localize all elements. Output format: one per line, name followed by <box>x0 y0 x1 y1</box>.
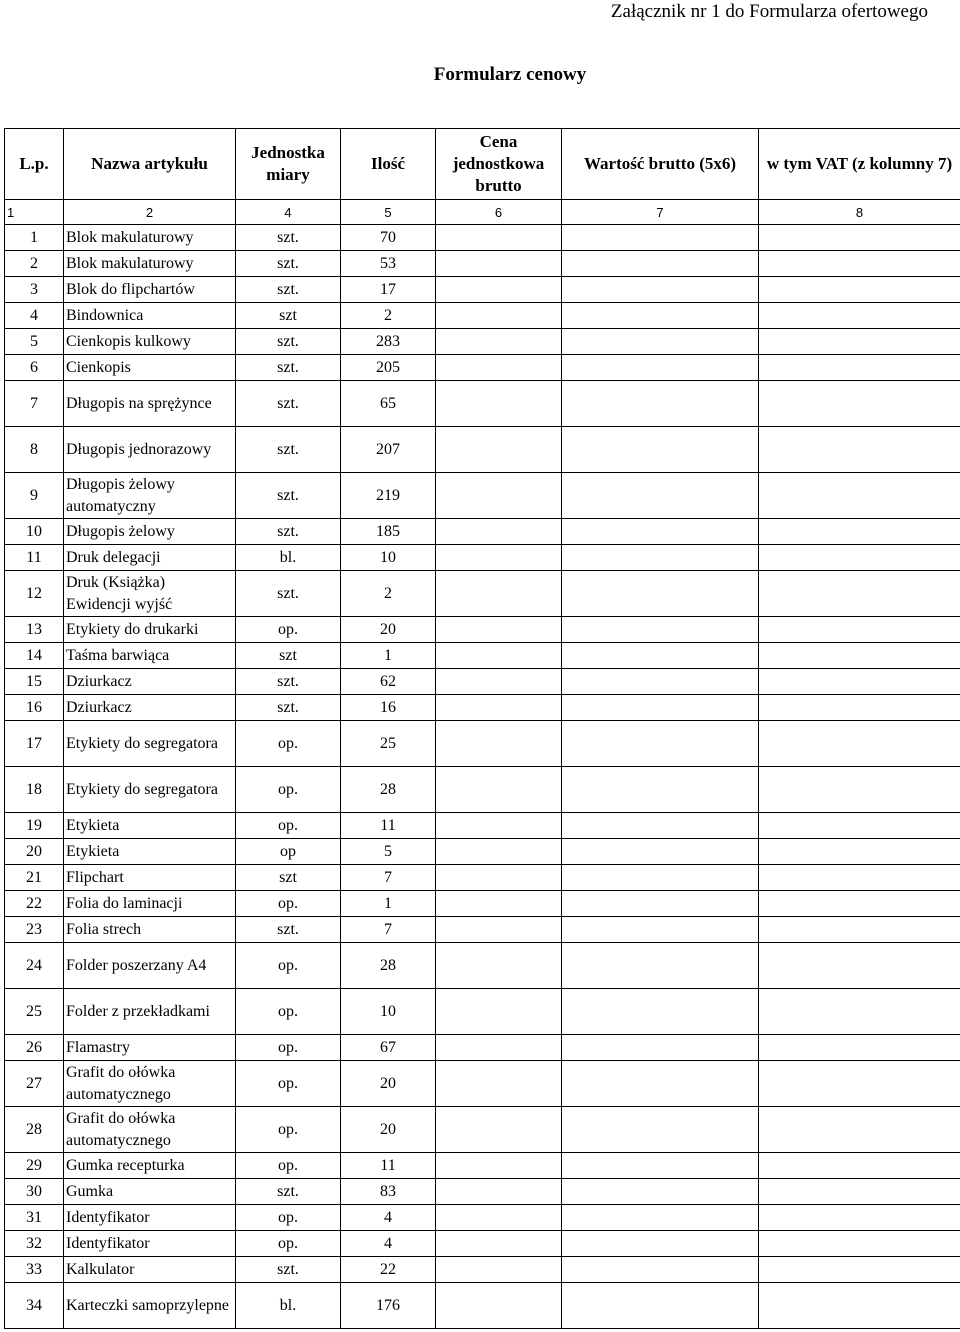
cell-gross-value <box>562 1107 759 1153</box>
cell-qty: 2 <box>341 571 436 617</box>
cell-qty: 205 <box>341 355 436 381</box>
cell-name: Cienkopis <box>64 355 236 381</box>
cell-gross-value <box>562 643 759 669</box>
cell-name: Folia strech <box>64 917 236 943</box>
cell-qty: 83 <box>341 1179 436 1205</box>
table-row <box>5 277 960 303</box>
cell-gross-value <box>562 225 759 251</box>
cell-gross-value <box>562 329 759 355</box>
cell-vat <box>759 251 960 277</box>
cell-unit-price <box>436 917 562 943</box>
cell-vat <box>759 519 960 545</box>
cell-qty: 62 <box>341 669 436 695</box>
cell-unit-price <box>436 1231 562 1257</box>
cell-qty: 176 <box>341 1283 436 1329</box>
cell-unit: szt. <box>236 519 341 545</box>
cell-lp: 3 <box>5 277 64 303</box>
cell-lp: 32 <box>5 1231 64 1257</box>
cell-gross-value <box>562 473 759 519</box>
cell-name: Etykiety do segregatora <box>64 721 236 767</box>
cell-gross-value <box>562 1153 759 1179</box>
cell-qty: 10 <box>341 989 436 1035</box>
cell-vat <box>759 917 960 943</box>
cell-unit: szt <box>236 303 341 329</box>
cell-lp: 20 <box>5 839 64 865</box>
cell-qty: 20 <box>341 1107 436 1153</box>
cell-vat <box>759 1061 960 1107</box>
column-number: 1 <box>5 200 64 225</box>
table-row <box>5 329 960 355</box>
cell-vat <box>759 355 960 381</box>
cell-gross-value <box>562 1061 759 1107</box>
cell-name: Gumka <box>64 1179 236 1205</box>
table-row <box>5 303 960 329</box>
cell-gross-value <box>562 1205 759 1231</box>
column-number: 2 <box>64 200 236 225</box>
cell-unit-price <box>436 943 562 989</box>
cell-unit: szt <box>236 643 341 669</box>
table-row <box>5 1179 960 1205</box>
cell-unit-price <box>436 519 562 545</box>
cell-gross-value <box>562 251 759 277</box>
cell-lp: 12 <box>5 571 64 617</box>
cell-unit: szt. <box>236 355 341 381</box>
table-row <box>5 943 960 989</box>
cell-unit: op. <box>236 767 341 813</box>
table-row <box>5 225 960 251</box>
cell-name: Długopis na sprężynce <box>64 381 236 427</box>
cell-unit: op. <box>236 1153 341 1179</box>
cell-unit-price <box>436 617 562 643</box>
cell-unit-price <box>436 329 562 355</box>
table-row <box>5 865 960 891</box>
cell-gross-value <box>562 839 759 865</box>
cell-gross-value <box>562 519 759 545</box>
table-body <box>5 225 960 1329</box>
cell-qty: 1 <box>341 643 436 669</box>
cell-lp: 6 <box>5 355 64 381</box>
cell-lp: 33 <box>5 1257 64 1283</box>
cell-name: Identyfikator <box>64 1205 236 1231</box>
cell-unit: szt. <box>236 381 341 427</box>
cell-unit: szt. <box>236 917 341 943</box>
column-header-name: Nazwa artykułu <box>64 129 236 200</box>
cell-qty: 70 <box>341 225 436 251</box>
cell-qty: 11 <box>341 813 436 839</box>
cell-name: Blok makulaturowy <box>64 251 236 277</box>
table-row <box>5 1231 960 1257</box>
table-row <box>5 917 960 943</box>
cell-unit: op. <box>236 1231 341 1257</box>
attachment-note: Załącznik nr 1 do Formularza ofertowego <box>610 1 928 22</box>
table-row <box>5 427 960 473</box>
cell-name: Długopis jednorazowy <box>64 427 236 473</box>
cell-vat <box>759 695 960 721</box>
cell-unit-price <box>436 643 562 669</box>
cell-name: Bindownica <box>64 303 236 329</box>
cell-vat <box>759 381 960 427</box>
cell-unit-price <box>436 251 562 277</box>
cell-gross-value <box>562 1257 759 1283</box>
cell-name: Etykiety do drukarki <box>64 617 236 643</box>
table-row <box>5 381 960 427</box>
cell-qty: 283 <box>341 329 436 355</box>
cell-lp: 10 <box>5 519 64 545</box>
cell-unit-price <box>436 1257 562 1283</box>
table-row <box>5 473 960 519</box>
cell-lp: 29 <box>5 1153 64 1179</box>
cell-lp: 31 <box>5 1205 64 1231</box>
cell-gross-value <box>562 1283 759 1329</box>
cell-name: Flamastry <box>64 1035 236 1061</box>
table-row <box>5 545 960 571</box>
column-number-row <box>5 200 960 225</box>
cell-gross-value <box>562 277 759 303</box>
cell-unit-price <box>436 865 562 891</box>
cell-name: Dziurkacz <box>64 669 236 695</box>
cell-name: Folia do laminacji <box>64 891 236 917</box>
cell-unit-price <box>436 303 562 329</box>
cell-lp: 28 <box>5 1107 64 1153</box>
cell-vat <box>759 767 960 813</box>
page-title: Formularz cenowy <box>433 64 587 85</box>
cell-lp: 13 <box>5 617 64 643</box>
cell-vat <box>759 1107 960 1153</box>
cell-unit: szt. <box>236 427 341 473</box>
cell-lp: 5 <box>5 329 64 355</box>
cell-vat <box>759 839 960 865</box>
price-table <box>4 128 960 1329</box>
cell-lp: 30 <box>5 1179 64 1205</box>
cell-unit-price <box>436 355 562 381</box>
cell-qty: 7 <box>341 865 436 891</box>
column-header-lp: L.p. <box>5 129 64 200</box>
table-row <box>5 355 960 381</box>
cell-unit-price <box>436 1283 562 1329</box>
cell-gross-value <box>562 721 759 767</box>
cell-unit: op. <box>236 1205 341 1231</box>
table-row <box>5 643 960 669</box>
column-number: 6 <box>436 200 562 225</box>
cell-gross-value <box>562 355 759 381</box>
cell-gross-value <box>562 943 759 989</box>
cell-qty: 16 <box>341 695 436 721</box>
cell-name: Długopis żelowy automatyczny <box>64 473 236 519</box>
cell-lp: 7 <box>5 381 64 427</box>
column-number: 7 <box>562 200 759 225</box>
cell-vat <box>759 571 960 617</box>
cell-name: Etykieta <box>64 813 236 839</box>
table-row <box>5 1153 960 1179</box>
cell-qty: 219 <box>341 473 436 519</box>
cell-vat <box>759 1035 960 1061</box>
cell-unit: op <box>236 839 341 865</box>
cell-qty: 207 <box>341 427 436 473</box>
cell-vat <box>759 1179 960 1205</box>
cell-unit-price <box>436 767 562 813</box>
cell-name: Cienkopis kulkowy <box>64 329 236 355</box>
table-row <box>5 1061 960 1107</box>
cell-unit-price <box>436 545 562 571</box>
cell-unit: op. <box>236 1107 341 1153</box>
cell-qty: 17 <box>341 277 436 303</box>
cell-unit: szt. <box>236 225 341 251</box>
cell-vat <box>759 1283 960 1329</box>
cell-unit: szt. <box>236 251 341 277</box>
cell-unit-price <box>436 989 562 1035</box>
cell-vat <box>759 277 960 303</box>
cell-name: Dziurkacz <box>64 695 236 721</box>
cell-qty: 5 <box>341 839 436 865</box>
cell-lp: 18 <box>5 767 64 813</box>
cell-name: Kalkulator <box>64 1257 236 1283</box>
cell-lp: 27 <box>5 1061 64 1107</box>
cell-unit: op. <box>236 989 341 1035</box>
column-number: 4 <box>236 200 341 225</box>
cell-unit: op. <box>236 813 341 839</box>
cell-qty: 7 <box>341 917 436 943</box>
cell-lp: 24 <box>5 943 64 989</box>
table-row <box>5 519 960 545</box>
table-row <box>5 1035 960 1061</box>
header-row <box>5 129 960 200</box>
cell-lp: 9 <box>5 473 64 519</box>
table-row <box>5 721 960 767</box>
cell-unit: szt. <box>236 669 341 695</box>
table-row <box>5 813 960 839</box>
table-row <box>5 891 960 917</box>
cell-qty: 67 <box>341 1035 436 1061</box>
cell-unit-price <box>436 225 562 251</box>
cell-gross-value <box>562 303 759 329</box>
cell-vat <box>759 989 960 1035</box>
cell-lp: 4 <box>5 303 64 329</box>
cell-vat <box>759 1153 960 1179</box>
cell-name: Grafit do ołówka automatycznego <box>64 1107 236 1153</box>
cell-unit: op. <box>236 1061 341 1107</box>
cell-lp: 21 <box>5 865 64 891</box>
cell-qty: 65 <box>341 381 436 427</box>
cell-gross-value <box>562 669 759 695</box>
cell-vat <box>759 225 960 251</box>
cell-name: Druk delegacji <box>64 545 236 571</box>
cell-unit: szt <box>236 865 341 891</box>
cell-name: Karteczki samoprzylepne <box>64 1283 236 1329</box>
cell-name: Folder poszerzany A4 <box>64 943 236 989</box>
table-row <box>5 617 960 643</box>
column-header-gross-value: Wartość brutto (5x6) <box>562 129 759 200</box>
column-header-unit-price: Cena jednostkowa brutto <box>436 129 562 200</box>
cell-qty: 4 <box>341 1231 436 1257</box>
column-number: 5 <box>341 200 436 225</box>
cell-unit-price <box>436 669 562 695</box>
cell-unit-price <box>436 721 562 767</box>
cell-gross-value <box>562 865 759 891</box>
cell-unit-price <box>436 1179 562 1205</box>
cell-unit: szt. <box>236 473 341 519</box>
cell-qty: 4 <box>341 1205 436 1231</box>
cell-unit: szt. <box>236 695 341 721</box>
cell-unit: op. <box>236 617 341 643</box>
cell-gross-value <box>562 891 759 917</box>
column-header-unit: Jednostka miary <box>236 129 341 200</box>
cell-lp: 34 <box>5 1283 64 1329</box>
cell-gross-value <box>562 545 759 571</box>
cell-gross-value <box>562 767 759 813</box>
cell-qty: 20 <box>341 617 436 643</box>
cell-unit: op. <box>236 943 341 989</box>
cell-unit-price <box>436 891 562 917</box>
cell-unit: szt. <box>236 1179 341 1205</box>
cell-vat <box>759 813 960 839</box>
cell-unit: szt. <box>236 1257 341 1283</box>
cell-lp: 23 <box>5 917 64 943</box>
cell-qty: 185 <box>341 519 436 545</box>
cell-gross-value <box>562 695 759 721</box>
cell-lp: 17 <box>5 721 64 767</box>
cell-unit-price <box>436 571 562 617</box>
cell-unit-price <box>436 813 562 839</box>
cell-unit-price <box>436 1061 562 1107</box>
cell-qty: 53 <box>341 251 436 277</box>
table-row <box>5 1205 960 1231</box>
cell-name: Taśma barwiąca <box>64 643 236 669</box>
table-row <box>5 989 960 1035</box>
cell-unit-price <box>436 1205 562 1231</box>
cell-name: Blok makulaturowy <box>64 225 236 251</box>
cell-qty: 28 <box>341 943 436 989</box>
cell-qty: 25 <box>341 721 436 767</box>
cell-unit-price <box>436 695 562 721</box>
cell-unit: szt. <box>236 277 341 303</box>
cell-unit: szt. <box>236 329 341 355</box>
cell-lp: 8 <box>5 427 64 473</box>
cell-unit: bl. <box>236 545 341 571</box>
cell-lp: 19 <box>5 813 64 839</box>
cell-lp: 1 <box>5 225 64 251</box>
cell-unit-price <box>436 1035 562 1061</box>
cell-gross-value <box>562 989 759 1035</box>
cell-lp: 11 <box>5 545 64 571</box>
cell-lp: 14 <box>5 643 64 669</box>
table-row <box>5 571 960 617</box>
cell-name: Etykiety do segregatora <box>64 767 236 813</box>
cell-qty: 28 <box>341 767 436 813</box>
cell-qty: 20 <box>341 1061 436 1107</box>
cell-name: Blok do flipchartów <box>64 277 236 303</box>
cell-unit-price <box>436 427 562 473</box>
cell-gross-value <box>562 1179 759 1205</box>
cell-vat <box>759 303 960 329</box>
cell-vat <box>759 721 960 767</box>
cell-name: Grafit do ołówka automatycznego <box>64 1061 236 1107</box>
cell-vat <box>759 865 960 891</box>
cell-lp: 22 <box>5 891 64 917</box>
cell-qty: 1 <box>341 891 436 917</box>
cell-name: Identyfikator <box>64 1231 236 1257</box>
cell-vat <box>759 643 960 669</box>
cell-vat <box>759 617 960 643</box>
cell-unit: szt. <box>236 571 341 617</box>
table-row <box>5 251 960 277</box>
cell-unit: bl. <box>236 1283 341 1329</box>
cell-name: Etykieta <box>64 839 236 865</box>
table-row <box>5 767 960 813</box>
cell-vat <box>759 943 960 989</box>
cell-vat <box>759 1205 960 1231</box>
cell-unit-price <box>436 1107 562 1153</box>
cell-vat <box>759 473 960 519</box>
column-number: 8 <box>759 200 960 225</box>
cell-vat <box>759 1257 960 1283</box>
column-header-vat: w tym VAT (z kolumny 7) <box>759 129 960 200</box>
table-row <box>5 1283 960 1329</box>
cell-unit-price <box>436 473 562 519</box>
table-row <box>5 1107 960 1153</box>
cell-gross-value <box>562 427 759 473</box>
cell-gross-value <box>562 617 759 643</box>
cell-qty: 10 <box>341 545 436 571</box>
cell-lp: 25 <box>5 989 64 1035</box>
cell-name: Folder z przekładkami <box>64 989 236 1035</box>
cell-qty: 2 <box>341 303 436 329</box>
cell-unit-price <box>436 277 562 303</box>
table-row <box>5 839 960 865</box>
cell-gross-value <box>562 1231 759 1257</box>
cell-lp: 2 <box>5 251 64 277</box>
cell-name: Gumka recepturka <box>64 1153 236 1179</box>
cell-qty: 11 <box>341 1153 436 1179</box>
cell-unit-price <box>436 1153 562 1179</box>
cell-unit-price <box>436 839 562 865</box>
cell-unit-price <box>436 381 562 427</box>
cell-vat <box>759 329 960 355</box>
table-row <box>5 669 960 695</box>
cell-qty: 22 <box>341 1257 436 1283</box>
table-row <box>5 695 960 721</box>
cell-name: Długopis żelowy <box>64 519 236 545</box>
cell-vat <box>759 1231 960 1257</box>
cell-gross-value <box>562 381 759 427</box>
cell-vat <box>759 669 960 695</box>
cell-gross-value <box>562 1035 759 1061</box>
cell-lp: 26 <box>5 1035 64 1061</box>
cell-name: Druk (Książka) Ewidencji wyjść <box>64 571 236 617</box>
cell-name: Flipchart <box>64 865 236 891</box>
cell-gross-value <box>562 917 759 943</box>
column-header-qty: Ilość <box>341 129 436 200</box>
cell-unit: op. <box>236 1035 341 1061</box>
cell-vat <box>759 891 960 917</box>
cell-lp: 16 <box>5 695 64 721</box>
cell-vat <box>759 427 960 473</box>
cell-vat <box>759 545 960 571</box>
cell-unit: op. <box>236 721 341 767</box>
cell-lp: 15 <box>5 669 64 695</box>
cell-unit: op. <box>236 891 341 917</box>
cell-gross-value <box>562 813 759 839</box>
cell-gross-value <box>562 571 759 617</box>
table-row <box>5 1257 960 1283</box>
